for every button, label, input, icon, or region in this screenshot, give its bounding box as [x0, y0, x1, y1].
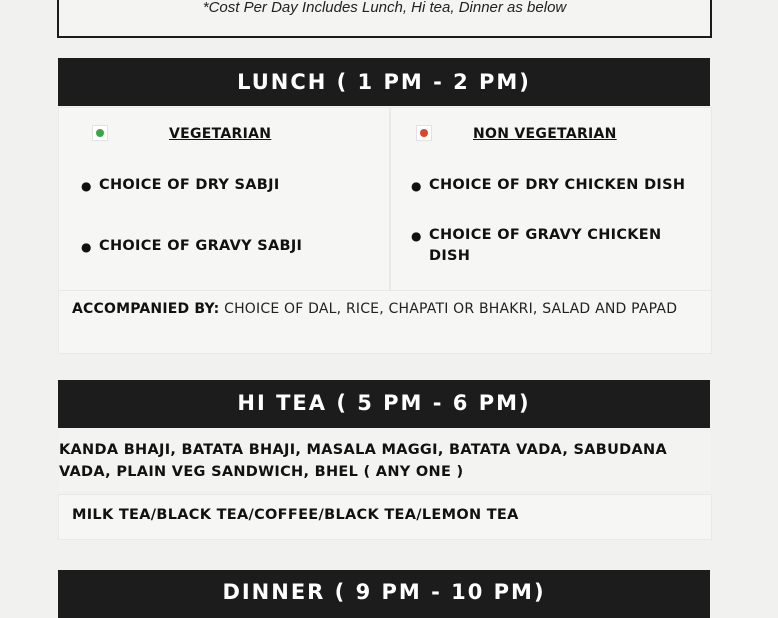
nonveg-item: CHOICE OF DRY CHICKEN DISH [429, 177, 686, 193]
bullet-icon: ● [81, 240, 92, 254]
accompanied-items: CHOICE OF DAL, RICE, CHAPATI OR BHAKRI, SALAD AND PAPAD [219, 301, 678, 317]
hitea-drinks-text: MILK TEA/BLACK TEA/COFFEE/BLACK TEA/LEMON TEA [72, 507, 519, 523]
cost-note-box [57, 0, 712, 38]
bullet-icon: ● [411, 179, 422, 193]
hitea-header: HI TEA ( 5 PM - 6 PM) [58, 380, 710, 428]
hitea-snacks-text: KANDA BHAJI, BATATA BHAJI, MASALA MAGGI, BATATA VADA, SABUDANA VADA, PLAIN VEG SANDWICH, BHEL ( ANY ONE ) [59, 442, 667, 480]
bullet-icon: ● [411, 229, 422, 243]
nonveg-indicator-icon [416, 125, 432, 141]
accompanied-label: ACCOMPANIED BY: [72, 301, 220, 317]
hitea-drinks [58, 494, 712, 540]
nonveg-column [390, 107, 712, 291]
cost-note: *Cost Per Day Includes Lunch, Hi tea, Dinner as below [202, 0, 567, 16]
nonveg-item: CHOICE OF GRAVY CHICKEN DISH [429, 227, 662, 264]
nonveg-heading: NON VEGETARIAN [473, 126, 617, 142]
hitea-snacks [58, 430, 712, 492]
bullet-icon: ● [81, 179, 92, 193]
veg-indicator-icon [92, 125, 108, 141]
veg-column [58, 107, 390, 291]
veg-item: CHOICE OF DRY SABJI [99, 177, 280, 193]
accompaniments-text [72, 299, 692, 320]
veg-item: CHOICE OF GRAVY SABJI [99, 238, 303, 254]
veg-heading: VEGETARIAN [169, 126, 272, 142]
accompaniments [58, 290, 712, 354]
dinner-header: DINNER ( 9 PM - 10 PM) [58, 570, 710, 618]
lunch-header: LUNCH ( 1 PM - 2 PM) [58, 58, 710, 106]
